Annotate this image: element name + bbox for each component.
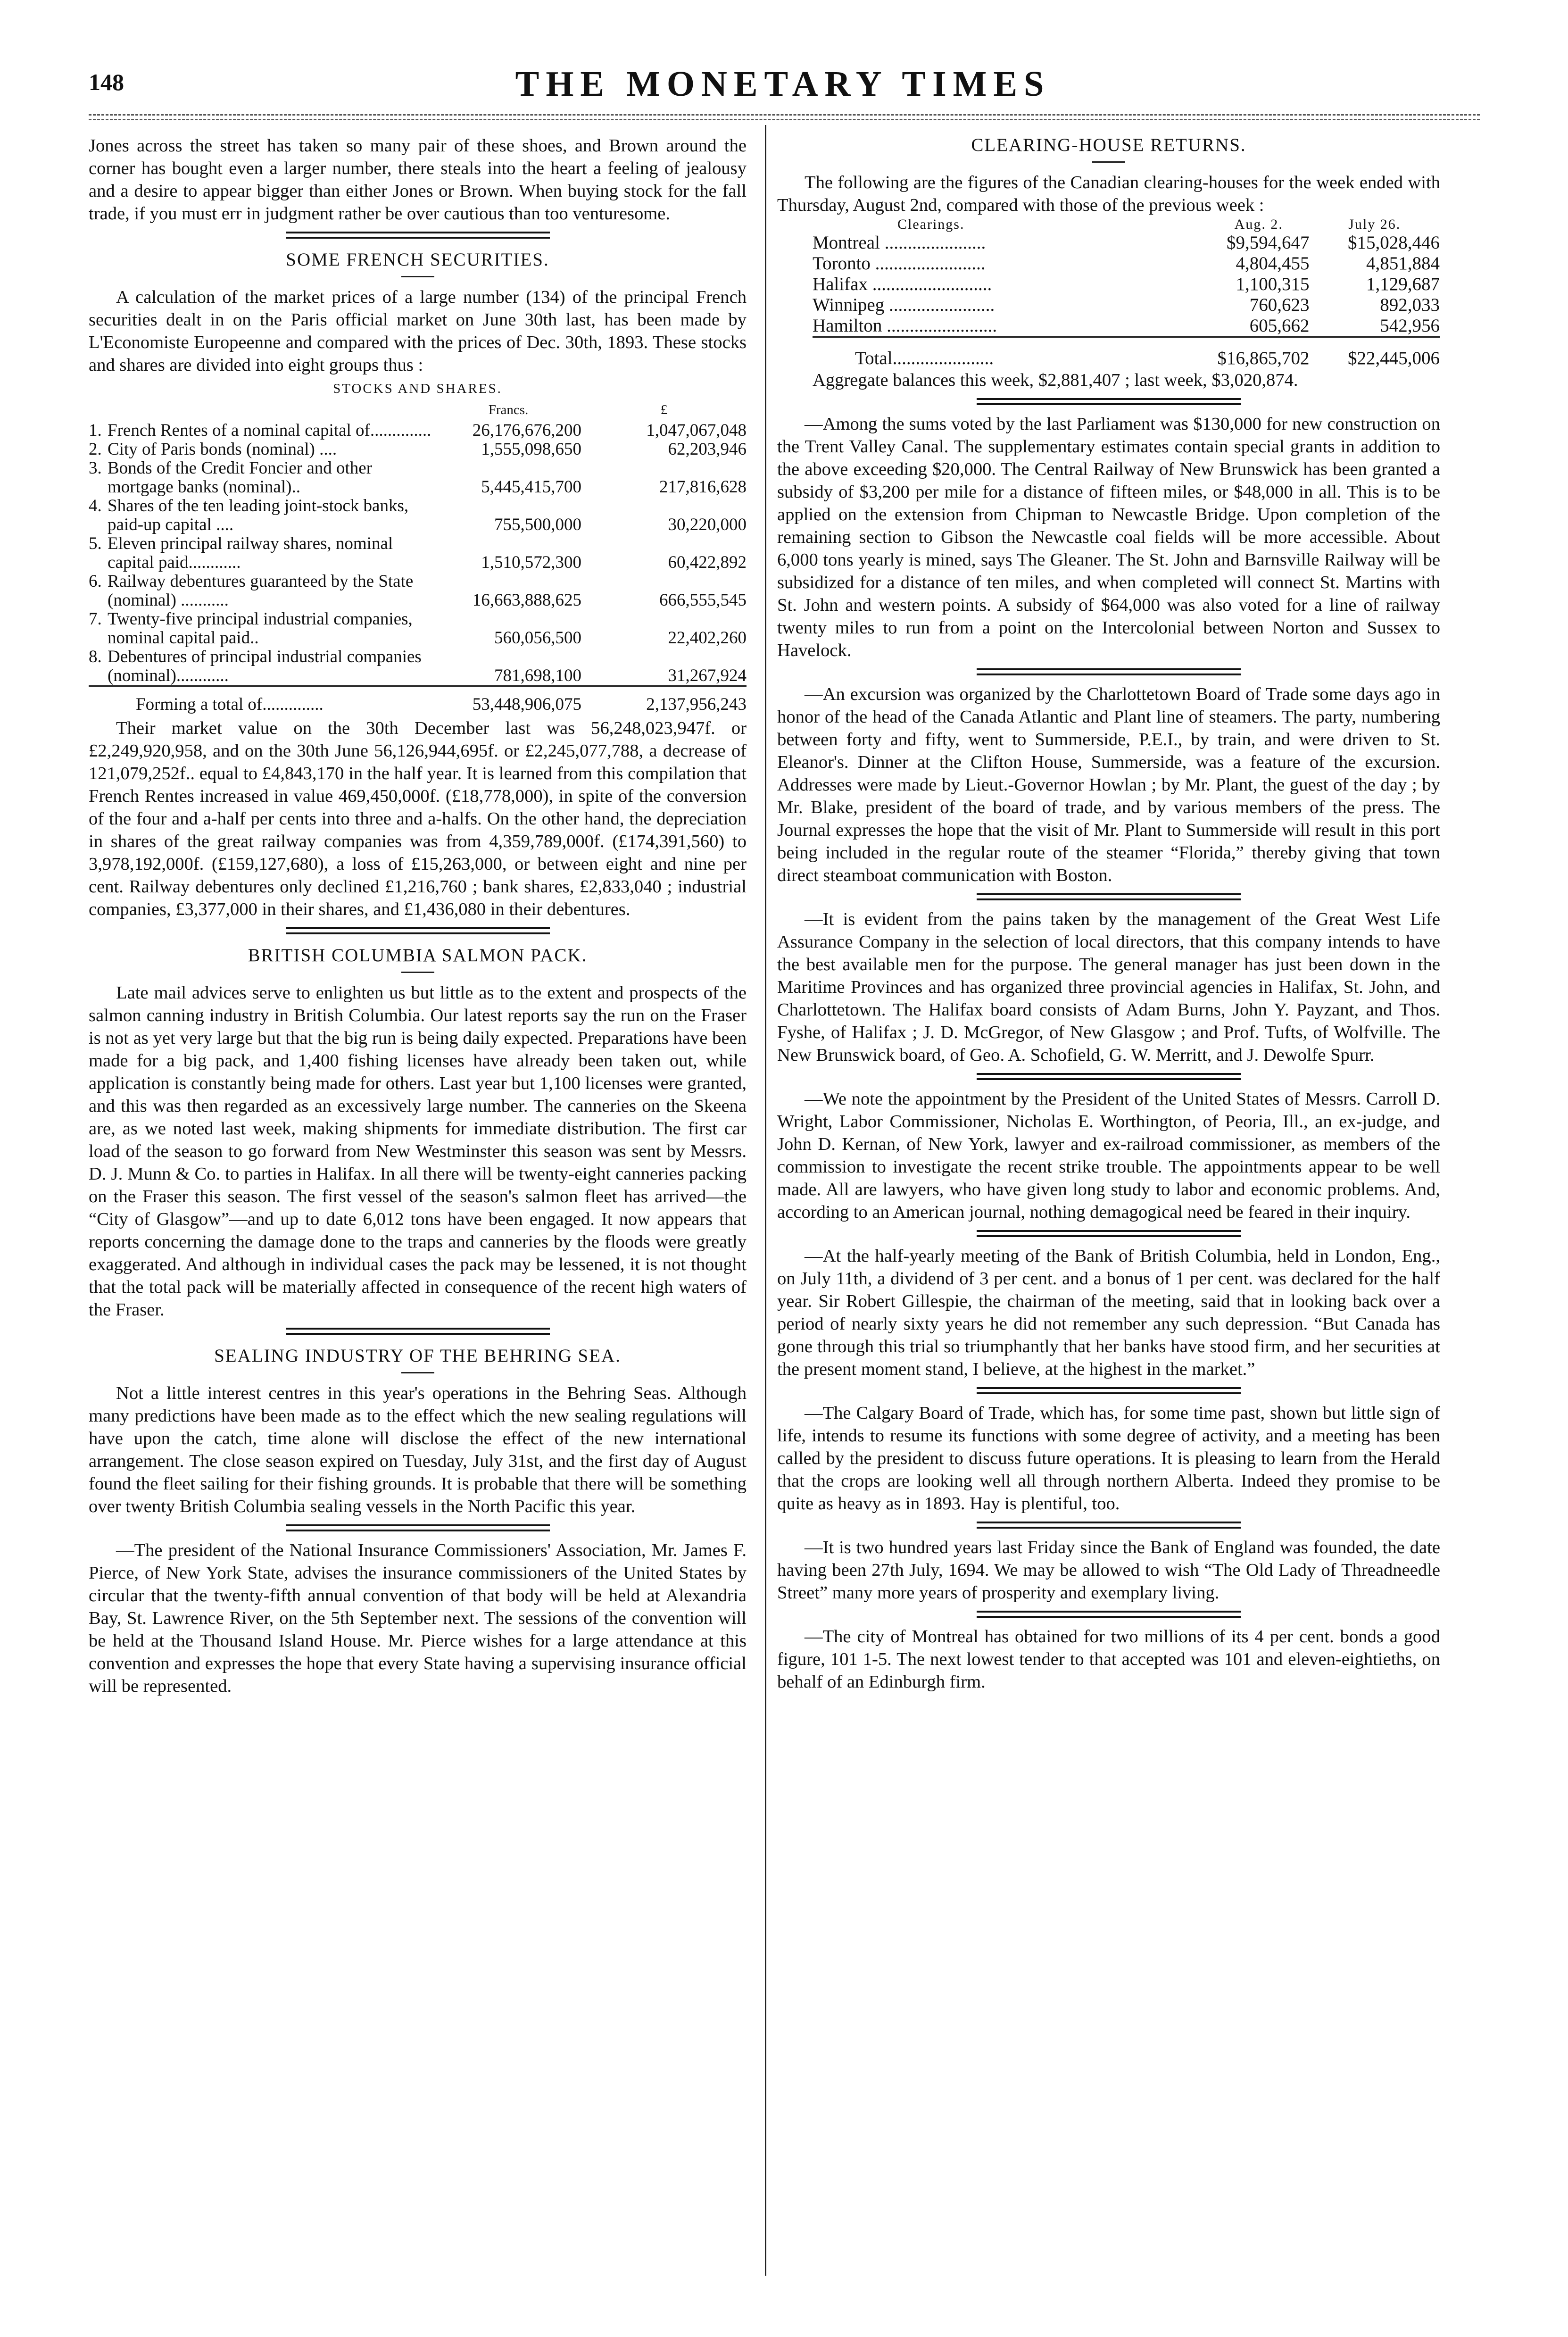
col-header-pounds: £ <box>660 402 668 417</box>
salmon-pack-heading: BRITISH COLUMBIA SALMON PACK. <box>248 945 588 965</box>
clearing-table <box>813 216 1440 369</box>
row-francs: 781,698,100 <box>494 666 581 685</box>
row-number: 7. <box>89 609 102 629</box>
intro-paragraph: Jones across the street has taken so many pair of these shoes, and Brown around the corner has bought even a larger number, there steals into the heart a feeling of jealousy and a desire to appear bigger than either Jones or Brown. When buying stock for the fall trade, if you must err in judgment rather be over cautious than too venturesome. <box>89 136 747 224</box>
row-number: 3. <box>89 458 102 478</box>
column-separator <box>765 125 766 2276</box>
row-pounds: 666,555,545 <box>659 590 747 610</box>
row-aug: $9,594,647 <box>1226 233 1310 253</box>
section-divider <box>286 927 550 934</box>
table-row <box>89 534 747 572</box>
row-description: Debentures of principal industrial companies (nominal)............ <box>108 647 422 685</box>
row-francs: 560,056,500 <box>494 628 581 648</box>
row-city: Montreal ...................... <box>813 233 986 253</box>
col-header-jul: July 26. <box>1348 216 1401 232</box>
heading-rule <box>1092 161 1125 163</box>
row-jul: 4,851,884 <box>1366 253 1440 274</box>
row-number: 6. <box>89 572 102 591</box>
row-city: Toronto ........................ <box>813 253 986 274</box>
stocks-table-header <box>89 400 747 421</box>
total-jul: $22,445,006 <box>1348 348 1440 368</box>
row-aug: 760,623 <box>1249 295 1310 315</box>
row-pounds: 1,047,067,048 <box>646 421 747 440</box>
table-row <box>89 421 747 440</box>
right-column <box>777 134 1440 1693</box>
sealing-industry-heading: SEALING INDUSTRY OF THE BEHRING SEA. <box>214 1346 621 1366</box>
clearing-house-intro: The following are the figures of the Canadian clearing-houses for the week ended with Thursday, August 2nd, compared with those of the previous week : <box>777 173 1440 215</box>
news-item-bank-of-british-columbia: —At the half-yearly meeting of the Bank of British Columbia, held in London, Eng., on July 11th, a dividend of 3 per cent. and a bonus of 1 per cent. was declared for the half year. Sir Robert Gillespie, the chairman of the meeting, said that in looking back over a period of nearly sixty years he did not remember any such depression. “But Canada has gone through this trial so triumphantly that her banks have stood firm, and her securities at the present moment stand, I believe, at the highest in the market.” <box>777 1246 1440 1379</box>
heading-rule <box>401 1372 434 1373</box>
col-header-francs: Francs. <box>488 402 529 417</box>
table-row <box>89 610 747 648</box>
left-column <box>89 134 747 1697</box>
row-pounds: 217,816,628 <box>659 477 747 497</box>
row-pounds: 22,402,260 <box>668 628 747 648</box>
page-number: 148 <box>89 69 124 95</box>
row-description: Bonds of the Credit Foncier and other mortgage banks (nominal).. <box>108 458 373 497</box>
table-row <box>813 295 1440 316</box>
clearing-house-heading: CLEARING-HOUSE RETURNS. <box>971 135 1246 155</box>
row-francs: 16,663,888,625 <box>472 590 581 610</box>
section-divider <box>286 1328 550 1335</box>
heading-rule <box>401 972 434 973</box>
row-city: Hamilton ........................ <box>813 316 997 336</box>
row-pounds: 30,220,000 <box>668 515 747 534</box>
row-francs: 1,555,098,650 <box>481 440 581 459</box>
row-aug: 4,804,455 <box>1236 253 1310 274</box>
row-description: Shares of the ten leading joint-stock banks, paid-up capital .... <box>108 496 409 534</box>
row-number: 5. <box>89 534 102 553</box>
table-row <box>89 497 747 534</box>
row-francs: 755,500,000 <box>494 515 581 534</box>
row-city: Winnipeg ....................... <box>813 295 995 315</box>
stocks-table <box>89 400 747 714</box>
table-row <box>89 459 747 497</box>
row-description: Twenty-five principal industrial companies, nominal capital paid.. <box>108 609 413 648</box>
row-jul: 1,129,687 <box>1366 274 1440 294</box>
total-francs: 53,448,906,075 <box>472 695 581 714</box>
table-total-row <box>89 689 747 714</box>
section-divider <box>286 232 550 239</box>
heading-rule <box>401 276 434 277</box>
table-row <box>89 648 747 686</box>
section-divider <box>977 1522 1241 1529</box>
row-city: Halifax .......................... <box>813 274 992 294</box>
masthead-title: THE MONETARY TIMES <box>515 64 1051 104</box>
masthead-rule <box>89 114 1480 116</box>
row-francs: 26,176,676,200 <box>472 421 581 440</box>
news-item-bank-of-england: —It is two hundred years last Friday since the Bank of England was founded, the date having been 27th July, 1694. We may be allowed to wish “The Old Lady of Threadneedle Street” many more years of prosperity and exemplary living. <box>777 1538 1440 1603</box>
row-jul: 892,033 <box>1380 295 1440 315</box>
table-row <box>89 572 747 610</box>
insurance-convention-paragraph: —The president of the National Insurance Commissioners' Association, Mr. James F. Pierce, of New York State, advises the insurance commissioners of the United States by circular that the twenty-fifth annual convention of that body will be held at Alexandria Bay, St. Lawrence River, on the 5th September next. The sessions of the convention will be held at the Thousand Island House. Mr. Pierce wishes for a large attendance at this convention and expresses the hope that every State having a supervising insurance official will be represented. <box>89 1540 747 1696</box>
french-securities-analysis: Their market value on the 30th December last was 56,248,023,947f. or £2,249,920,958, and on the 30th June 56,126,944,695f. or £2,245,077,788, a decrease of 121,079,252f.. equal to £4,843,170 in the half year. It is learned from this compilation that French Rentes increased in value 469,450,000f. (£18,778,000), in spite of the conversion of the four and a-half per cents into three and a-halfs. On the other hand, the depreciation in shares of the great railway companies was from 4,359,789,000f. (£174,391,560) to 3,978,192,000f. (£159,127,680), a loss of £15,263,000, or between eight and nine per cent. Railway debentures only declined £1,216,760 ; bank shares, £2,833,040 ; industrial companies, £3,377,000 in their shares, and £1,436,080 in their debentures. <box>89 718 747 919</box>
section-divider <box>977 668 1241 675</box>
row-pounds: 31,267,924 <box>668 666 747 685</box>
table-row <box>89 440 747 459</box>
clearing-table-header <box>813 216 1440 233</box>
row-description: French Rentes of a nominal capital of.............. <box>108 421 431 440</box>
total-pounds: 2,137,956,243 <box>646 695 747 714</box>
table-row <box>813 233 1440 253</box>
clearing-total-row <box>813 340 1440 369</box>
total-label: Forming a total of.............. <box>136 695 324 714</box>
row-francs: 1,510,572,300 <box>481 553 581 572</box>
french-securities-intro: A calculation of the market prices of a large number (134) of the principal French securities dealt in on the Paris official market on June 30th last, has been made by L'Economiste Europeenne and compared with the prices of Dec. 30th, 1893. These stocks and shares are divided into eight groups thus : <box>89 287 747 375</box>
row-jul: $15,028,446 <box>1348 233 1440 253</box>
section-divider <box>286 1524 550 1531</box>
row-description: Railway debentures guaranteed by the State (nominal) ........... <box>108 572 414 610</box>
table-row <box>813 274 1440 295</box>
news-item-charlottetown-excursion: —An excursion was organized by the Charlottetown Board of Trade some days ago in honor of the head of the Canada Atlantic and Plant line of steamers. The party, numbering between forty and fifty, went to Summerside, P.E.I., by train, and were driven to St. Eleanor's. Dinner at the Clifton House, Summerside, was a feature of the excursion. Addresses were made by Lieut.-Governor Howlan ; by Mr. Plant, the guest of the day ; by Mr. Blake, president of the board of trade, and by various members of the press. The Journal expresses the hope that the visit of Mr. Plant to Summerside will result in this port being included in the regular route of the steamer “Florida,” thereby giving that town direct steamboat communication with Boston. <box>777 684 1440 885</box>
row-francs: 5,445,415,700 <box>481 477 581 497</box>
section-divider <box>977 398 1241 405</box>
row-aug: 1,100,315 <box>1236 274 1310 294</box>
col-header-clearings: Clearings. <box>897 216 965 232</box>
table-row <box>813 316 1440 337</box>
table-row <box>813 253 1440 274</box>
row-pounds: 62,203,946 <box>668 440 747 459</box>
section-divider <box>977 1230 1241 1237</box>
row-pounds: 60,422,892 <box>668 553 747 572</box>
news-item-strike-commission: —We note the appointment by the President of the United States of Messrs. Carroll D. Wright, Labor Commissioner, Nicholas E. Worthington, of Peoria, Ill., an ex-judge, and John D. Kernan, of New York, lawyer and ex-railroad commissioner, as members of the commission to investigate the recent strike trouble. The appointments appear to be well made. All are lawyers, who have given long study to labor and economic problems. And, according to an American journal, nothing demagogical need be feared in their inquiry. <box>777 1089 1440 1222</box>
news-item-great-west-life: —It is evident from the pains taken by the management of the Great West Life Assurance Company in the selection of local directors, that this company intends to have the best available men for the purpose. The general manager has just been down in the Maritime Provinces and has organized three provincial agencies in Halifax, St. John, and Charlottetown. The Halifax board consists of Adam Burns, John Y. Payzant, and Thos. Fyshe, of Halifax ; J. D. McGregor, of New Glasgow ; and Prof. Tufts, of Wolfville. The New Brunswick board, of Geo. A. Schofield, G. W. Merritt, and J. Dewolfe Spurr. <box>777 909 1440 1065</box>
row-jul: 542,956 <box>1380 316 1440 336</box>
row-description: Eleven principal railway shares, nominal capital paid............ <box>108 534 393 572</box>
stocks-table-caption: STOCKS AND SHARES. <box>333 381 502 396</box>
section-divider <box>977 893 1241 900</box>
row-description: City of Paris bonds (nominal) .... <box>108 440 337 459</box>
section-divider <box>977 1073 1241 1080</box>
row-number: 1. <box>89 421 102 440</box>
total-label: Total...................... <box>855 348 994 368</box>
sealing-industry-paragraph: Not a little interest centres in this year's operations in the Behring Seas. Although many predictions have been made as to the effect which the new sealing regulations will have upon the catch, time alone will disclose the effect of the new international arrangement. The close season expired on Tuesday, July 31st, and the first day of August found the fleet sailing for their fishing grounds. It is probable that there will be something over twenty British Columbia sealing vessels in the North Pacific this year. <box>89 1383 747 1516</box>
col-header-aug: Aug. 2. <box>1234 216 1283 232</box>
aggregate-balances: Aggregate balances this week, $2,881,407 ; last week, $3,020,874. <box>813 370 1298 390</box>
row-number: 4. <box>89 496 102 516</box>
salmon-pack-paragraph: Late mail advices serve to enlighten us but little as to the extent and prospects of the salmon canning industry in British Columbia. Our latest reports say the run on the Fraser is not as yet very large but that the big run is being daily expected. Preparations have been made for a big pack, and 1,400 fishing licenses have already been taken out, while application is constantly being made for others. Last year but 1,100 licenses were granted, and this was then regarded as an excessively large number. The canneries on the Skeena are, as we noted last week, making shipments for immediate distribution. The first car load of the season to go forward from New Westminster this season was sent by Messrs. D. J. Munn & Co. to parties in Halifax. In all there will be twenty-eight canneries packing on the Fraser this season. The first vessel of the season's salmon fleet has arrived—the “City of Glasgow”—and up to date 6,012 tons have been engaged. It now appears that reports concerning the damage done to the traps and canneries by the floods were greatly exaggerated. And although in individual cases the pack may be lessened, it is not thought that the total pack will be materially affected in consequence of the recent high waters of the Fraser. <box>89 983 747 1320</box>
total-aug: $16,865,702 <box>1217 348 1310 368</box>
french-securities-heading: SOME FRENCH SECURITIES. <box>286 250 549 270</box>
masthead-rule <box>89 119 1480 120</box>
news-item-calgary-board: —The Calgary Board of Trade, which has, for some time past, shown but little sign of life, intends to resume its functions with some degree of activity, and a meeting has been called by the president to discuss future operations. It is pleasing to learn from the Herald that the crops are looking well all through northern Alberta. Indeed they promise to be quite as heavy as in 1893. Hay is plentiful, too. <box>777 1403 1440 1514</box>
news-item-montreal-bonds: —The city of Montreal has obtained for two millions of its 4 per cent. bonds a good figure, 101 1-5. The next lowest tender to that accepted was 101 and eleven-eightieths, on behalf of an Edinburgh firm. <box>777 1627 1440 1692</box>
row-number: 2. <box>89 440 102 459</box>
row-aug: 605,662 <box>1249 316 1310 336</box>
news-item-trent-canal: —Among the sums voted by the last Parliament was $130,000 for new construction on the Trent Valley Canal. The supplementary estimates contain special grants in addition to the above exceeding $20,000. The Central Railway of New Brunswick has been granted a subsidy of $3,200 per mile for a distance of fifteen miles, or $48,000 in all. This is to be applied on the extension from Chipman to Newcastle Bridge. Upon completion of the remaining section to Gibson the Newcastle coal fields will be more accessible. About 6,000 tons yearly is mined, says The Gleaner. The St. John and Barnsville Railway will be subsidized for a distance of ten miles, and when completed will connect St. Martins with St. John and western points. A subsidy of $64,000 was also voted for a line of railway twenty miles to run from a point on the Intercolonial between Norton and Sussex to Havelock. <box>777 414 1440 660</box>
section-divider <box>977 1387 1241 1394</box>
row-number: 8. <box>89 647 102 666</box>
section-divider <box>977 1611 1241 1618</box>
